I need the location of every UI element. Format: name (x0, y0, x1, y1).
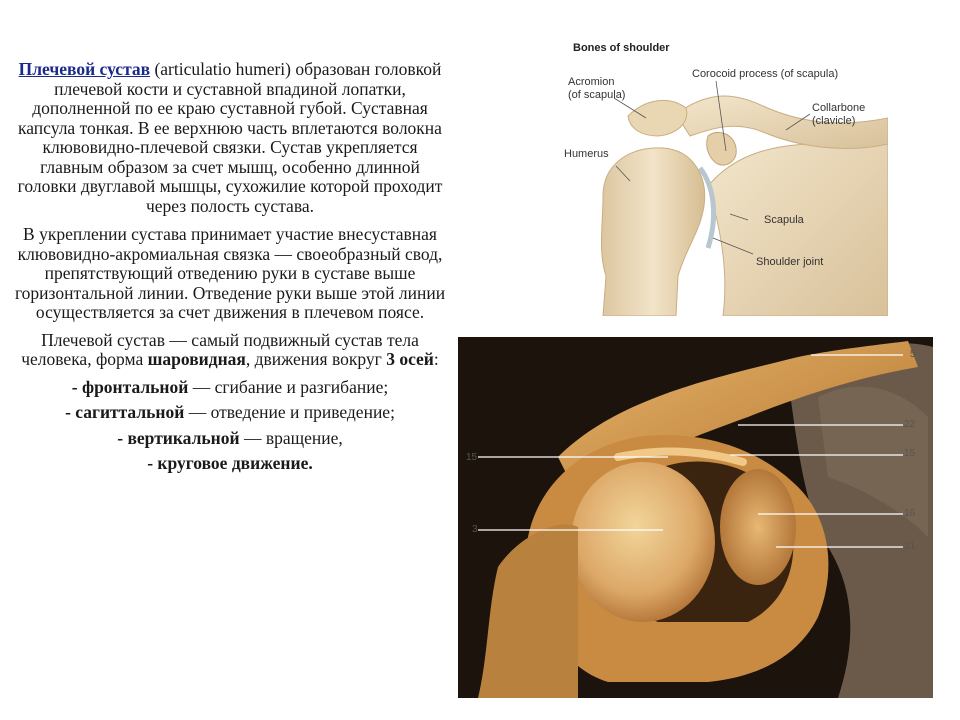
photo-label-21: 21 (904, 541, 916, 552)
axis-circular (14, 454, 446, 474)
mobility-text-a: Плечевой сустав — самый подвижный сустав тела человека, форма (21, 329, 419, 369)
mobility-text-c: : (433, 349, 439, 369)
axis-sagittal-name: - сагиттальной (65, 402, 185, 422)
shoulder-joint-link[interactable]: Плечевой сустав (18, 59, 151, 79)
dissection-drawing (458, 337, 933, 698)
axis-vertical (14, 429, 446, 449)
mobility-axes: 3 осей (386, 349, 434, 369)
photo-label-15-left: 15 (466, 452, 478, 463)
axis-vertical-desc: — вращение, (239, 427, 343, 448)
label-scapula: Scapula (764, 214, 804, 226)
photo-label-16: 16 (904, 508, 916, 519)
latin-name: (articulatio humeri) (150, 59, 296, 79)
axis-circular-name: - круговое движение. (147, 453, 313, 473)
label-collarbone-name: Collarbone (812, 102, 866, 114)
label-coracoid: Corocoid process (of scapula) (692, 68, 839, 80)
mobility-shape: шаровидная (147, 349, 246, 369)
axis-vertical-name: - вертикальной (117, 427, 240, 448)
paragraph-intro (14, 60, 446, 216)
axis-frontal-desc: — сгибание и разгибание; (188, 376, 389, 397)
label-humerus: Humerus (564, 148, 609, 160)
description-text (14, 60, 446, 480)
label-shoulder-joint: Shoulder joint (756, 256, 824, 268)
intro-body: образован головкой плечевой кости и суставной впадиной лопатки, дополненной по ее краю суставной губой. Суставная капсула тонкая. В ее верхнюю часть вплетаются волокна клювовидно-плечевой связки. Сустав укрепляется главным образом за счет мышц, особенно длинной головки двуглавой мышцы, сухожилие которой проходит через полость сустава. (17, 59, 443, 216)
label-acromion-sub: (of scapula) (568, 89, 626, 101)
paragraph-ligament: В укреплении сустава принимает участие внесуставная клювовидно-акромиальная связка — своеобразный свод, препятствующий отведению руки в суставе выше горизонтальной линии. Отведение руки выше этой линии осуществляется за счет движения в плечевом поясе. (14, 224, 446, 322)
label-collarbone-sub: (clavicle) (812, 115, 856, 127)
photo-label-5: 5 (910, 349, 916, 360)
paragraph-mobility (14, 331, 446, 370)
axis-sagittal (14, 403, 446, 423)
label-collarbone (812, 102, 865, 128)
axis-sagittal-desc: — отведение и приведение; (184, 402, 395, 422)
label-acromion-name: Acromion (568, 76, 615, 88)
photo-label-22: 22 (904, 419, 916, 430)
photo-label-3: 3 (472, 524, 478, 535)
mobility-text-b: , движения вокруг (245, 349, 387, 369)
photo-label-15-right: 15 (904, 448, 916, 459)
axis-frontal (14, 378, 446, 398)
illustration-title: Bones of shoulder (573, 42, 670, 54)
label-acromion (568, 76, 625, 102)
dissection-photo (458, 337, 933, 698)
axis-frontal-name: - фронтальной (71, 376, 189, 397)
